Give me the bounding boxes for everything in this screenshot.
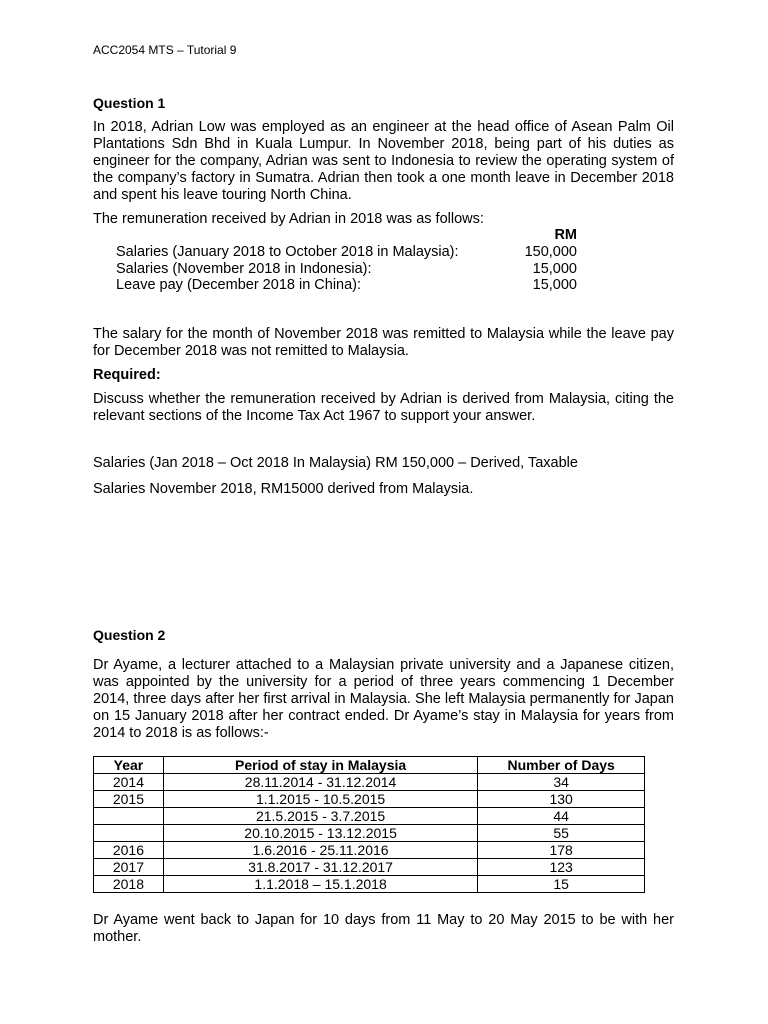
table-row bbox=[94, 774, 645, 791]
period-cell: 31.8.2017 - 31.12.2017 bbox=[163, 859, 477, 876]
period-cell: 1.1.2015 - 10.5.2015 bbox=[163, 791, 477, 808]
required-label: Required: bbox=[93, 367, 161, 383]
table-row bbox=[94, 842, 645, 859]
question-2-intro: Dr Ayame, a lecturer attached to a Malaysian private university and a Japanese citizen, was appointed by the university for a period of three years commencing 1 December 2014, three days after her first arrival in Malaysia. She left Malaysia permanently for Japan on 15 January 2018 after her contract ended. Dr Ayame’s stay in Malaysia for years from 2014 to 2018 is as follows:- bbox=[93, 657, 674, 741]
period-cell: 28.11.2014 - 31.12.2014 bbox=[163, 774, 477, 791]
answer-line-2: Salaries November 2018, RM15000 derived from Malaysia. bbox=[93, 481, 474, 497]
remuneration-intro: The remuneration received by Adrian in 2018 was as follows: bbox=[93, 211, 484, 227]
year-cell: 2018 bbox=[94, 876, 164, 893]
question-2-footer: Dr Ayame went back to Japan for 10 days from 11 May to 20 May 2015 to be with her mother. bbox=[93, 912, 674, 945]
year-cell bbox=[94, 808, 164, 825]
table-row bbox=[94, 791, 645, 808]
days-cell: 34 bbox=[478, 774, 645, 791]
remittance-note: The salary for the month of November 2018 was remitted to Malaysia while the leave pay for December 2018 was not remitted to Malaysia. bbox=[93, 326, 674, 359]
days-cell: 123 bbox=[478, 859, 645, 876]
days-cell: 15 bbox=[478, 876, 645, 893]
remuneration-item-label: Salaries (January 2018 to October 2018 in Malaysia): bbox=[116, 244, 459, 260]
period-cell: 21.5.2015 - 3.7.2015 bbox=[163, 808, 477, 825]
year-cell: 2016 bbox=[94, 842, 164, 859]
column-header-period: Period of stay in Malaysia bbox=[163, 757, 477, 774]
days-cell: 44 bbox=[478, 808, 645, 825]
year-cell: 2015 bbox=[94, 791, 164, 808]
days-cell: 130 bbox=[478, 791, 645, 808]
table-row bbox=[94, 808, 645, 825]
period-cell: 20.10.2015 - 13.12.2015 bbox=[163, 825, 477, 842]
table-row bbox=[94, 876, 645, 893]
remuneration-item-label: Leave pay (December 2018 in China): bbox=[116, 277, 362, 293]
column-header-days: Number of Days bbox=[478, 757, 645, 774]
period-cell: 1.6.2016 - 25.11.2016 bbox=[163, 842, 477, 859]
question-2-title: Question 2 bbox=[93, 627, 166, 643]
year-cell bbox=[94, 825, 164, 842]
table-header-row bbox=[94, 757, 645, 774]
days-cell: 55 bbox=[478, 825, 645, 842]
page-header: ACC2054 MTS – Tutorial 9 bbox=[93, 43, 237, 57]
currency-header: RM bbox=[554, 227, 577, 243]
table-row bbox=[94, 825, 645, 842]
column-header-year: Year bbox=[94, 757, 164, 774]
remuneration-item-label: Salaries (November 2018 in Indonesia): bbox=[116, 261, 372, 277]
year-cell: 2014 bbox=[94, 774, 164, 791]
question-1-title: Question 1 bbox=[93, 95, 166, 111]
remuneration-item-amount: 15,000 bbox=[532, 261, 577, 277]
days-cell: 178 bbox=[478, 842, 645, 859]
remuneration-item-amount: 15,000 bbox=[532, 277, 577, 293]
period-cell: 1.1.2018 – 15.1.2018 bbox=[163, 876, 477, 893]
answer-line-1: Salaries (Jan 2018 – Oct 2018 In Malaysia) RM 150,000 – Derived, Taxable bbox=[93, 455, 578, 471]
remuneration-item-amount: 150,000 bbox=[524, 244, 577, 260]
question-1-intro: In 2018, Adrian Low was employed as an engineer at the head office of Asean Palm Oil Plantations Sdn Bhd in Kuala Lumpur. In November 2018, being part of his duties as engineer for the company, Adrian was sent to Indonesia to review the operating system of the company’s factory in Sumatra. Adrian then took a one month leave in December 2018 and spent his leave touring North China. bbox=[93, 119, 674, 203]
year-cell: 2017 bbox=[94, 859, 164, 876]
table-row bbox=[94, 859, 645, 876]
required-text: Discuss whether the remuneration received by Adrian is derived from Malaysia, citing the relevant sections of the Income Tax Act 1967 to support your answer. bbox=[93, 391, 674, 424]
stay-table bbox=[93, 756, 645, 893]
